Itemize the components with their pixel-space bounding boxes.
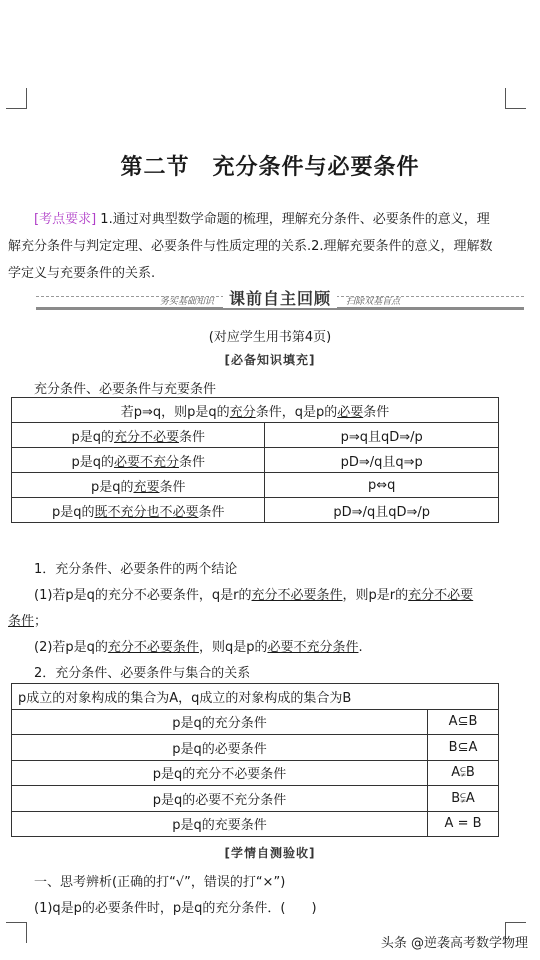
table-cell: p是q的充分不必要条件 <box>12 423 265 448</box>
requirements-paragraph <box>8 206 500 287</box>
intro-line: 充分条件、必要条件与充要条件 <box>34 382 217 397</box>
conclusion-1-cont: 条件； <box>8 614 48 629</box>
question-heading: 一、思考辨析(正确的打“√”，错误的打“×”) <box>34 875 286 890</box>
question-1: (1)q是p的必要条件时，p是q的充分条件．( ) <box>34 901 317 916</box>
table-row <box>12 709 499 735</box>
banner-heading: 课前自主回顾 <box>223 289 337 308</box>
banner-left-caption: 务实基础知识 <box>156 297 218 307</box>
page-reference: (对应学生用书第4页) <box>208 330 332 345</box>
conclusion-1: (1)若p是q的充分不必要条件，q是r的充分不必要条件，则p是r的充分不必要 <box>34 588 474 603</box>
table-cell: p是q的充要条件 <box>12 473 265 498</box>
requirements-tag: [考点要求] <box>34 212 97 227</box>
table-row <box>12 473 499 498</box>
table-cell: p⇔q <box>265 473 499 498</box>
table-row <box>12 448 499 473</box>
conclusion-2: (2)若p是q的充分不必要条件，则q是p的必要不充分条件. <box>34 640 363 655</box>
table-cell: p是q的充分条件 <box>12 709 428 735</box>
table-row <box>12 735 499 761</box>
table-header-cell: 若p⇒q，则p是q的充分条件，q是p的必要条件 <box>12 398 499 423</box>
table-cell: p是q的既不充分也不必要条件 <box>12 498 265 523</box>
table-cell: p⇒q且qD⇒/p <box>265 423 499 448</box>
crop-mark-top-left <box>6 88 27 109</box>
table-cell: p是q的充要条件 <box>12 811 428 837</box>
table-header-cell: p成立的对象构成的集合为A，q成立的对象构成的集合为B <box>12 684 499 710</box>
table-cell: B⊆A <box>428 735 499 761</box>
conditions-table <box>11 397 499 523</box>
table-row <box>12 684 499 710</box>
watermark: 头条 @逆袭高考数学物理 <box>380 936 528 951</box>
table-row <box>12 786 499 812</box>
crop-mark-bottom-left <box>6 922 27 943</box>
sets-table <box>11 683 499 837</box>
table-cell: p是q的必要条件 <box>12 735 428 761</box>
table-cell: A⊆B <box>428 709 499 735</box>
table-cell: p是q的必要不充分条件 <box>12 786 428 812</box>
section-title: 第二节 充分条件与必要条件 <box>120 155 420 180</box>
sets-heading: 2．充分条件、必要条件与集合的关系 <box>34 666 251 681</box>
table-cell: pD⇒/q且q⇒p <box>265 448 499 473</box>
section-banner <box>36 286 524 310</box>
table-cell: p是q的必要不充分条件 <box>12 448 265 473</box>
table-row <box>12 423 499 448</box>
table-row <box>12 811 499 837</box>
table-cell: A⫋B <box>428 760 499 786</box>
table-cell: pD⇒/q且qD⇒/p <box>265 498 499 523</box>
heading-self-check: [学情自测验收] <box>224 846 316 860</box>
table-cell: A = B <box>428 811 499 837</box>
table-row <box>12 398 499 423</box>
table-row <box>12 760 499 786</box>
banner-right-caption: 扫除双基盲点 <box>342 297 404 307</box>
table-cell: B⫋A <box>428 786 499 812</box>
table-cell: p是q的充分不必要条件 <box>12 760 428 786</box>
requirements-text: 1.通过对典型数学命题的梳理，理解充分条件、必要条件的意义，理解充分条件与判定定理、必要条件与性质定理的关系.2.理解充要条件的意义，理解数学定义与充要条件的关系. <box>8 212 493 281</box>
heading-knowledge-fill: [必备知识填充] <box>224 353 316 367</box>
conclusions-heading: 1．充分条件、必要条件的两个结论 <box>34 562 238 577</box>
crop-mark-top-right <box>505 88 526 109</box>
table-row <box>12 498 499 523</box>
